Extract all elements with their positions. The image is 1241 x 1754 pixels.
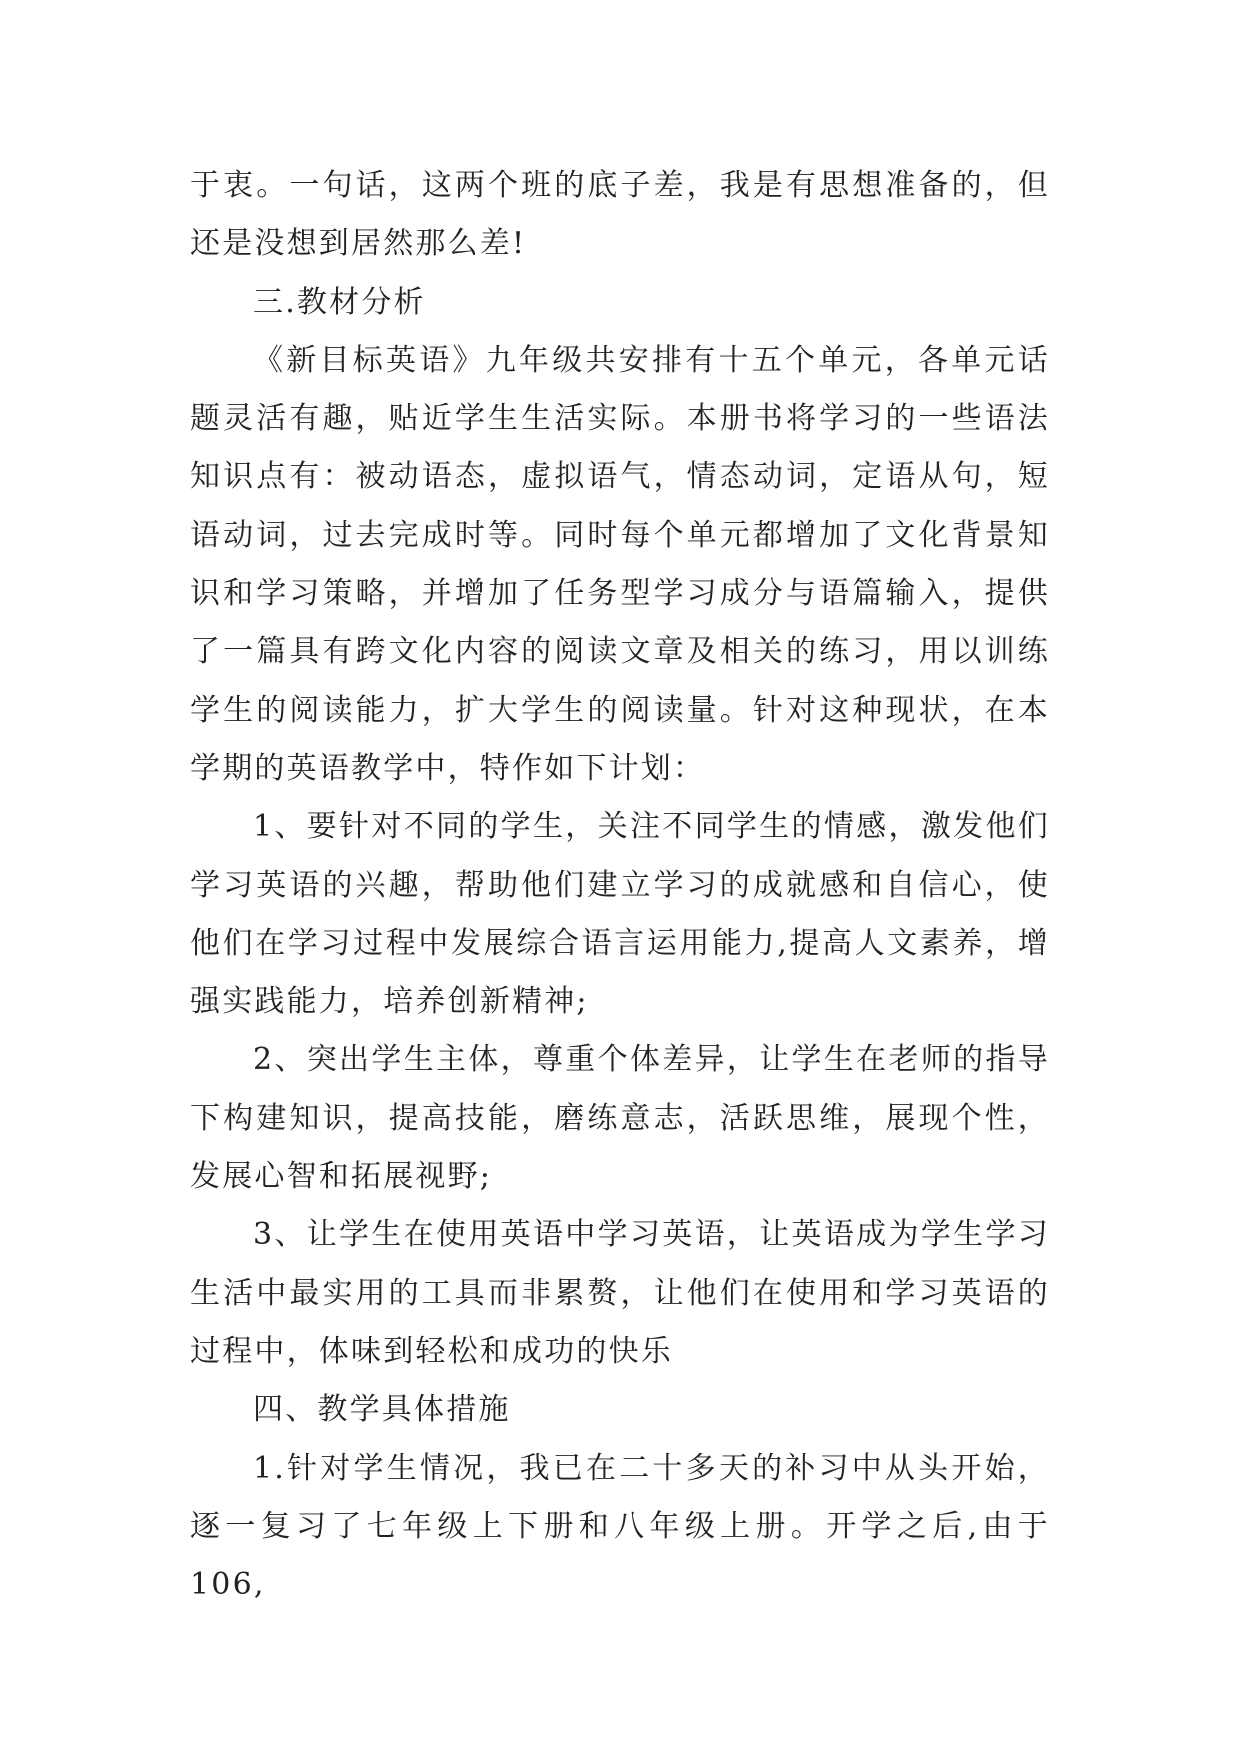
paragraph-textbook-overview: 《新目标英语》九年级共安排有十五个单元，各单元话题灵活有趣，贴近学生生活实际。本册书将学习的一些语法知识点有：被动语态，虚拟语气，情态动词，定语从句，短语动词，过去完成时等。同时每个单元都增加了文化背景知识和学习策略，并增加了任务型学习成分与语篇输入，提供了一篇具有跨文化内容的阅读文章及相关的练习，用以训练学生的阅读能力，扩大学生的阅读量。针对这种现状，在本学期的英语教学中，特作如下计划： xyxy=(190,342,1050,786)
paragraph-measure-item-1: 1.针对学生情况，我已在二十多天的补习中从头开始，逐一复习了七年级上下册和八年级上册。开学之后,由于106, xyxy=(190,1450,1050,1603)
paragraph-plan-item-1: 1、要针对不同的学生，关注不同学生的情感，激发他们学习英语的兴趣，帮助他们建立学习的成就感和自信心，使他们在学习过程中发展综合语言运用能力,提高人文素养，增强实践能力，培养创新精神; xyxy=(190,809,1050,1020)
paragraph-plan-item-3: 3、让学生在使用英语中学习英语，让英语成为学生学习生活中最实用的工具而非累赘，让他们在使用和学习英语的过程中，体味到轻松和成功的快乐 xyxy=(190,1217,1050,1369)
section-heading-textbook-analysis: 三.教材分析 xyxy=(253,284,426,320)
paragraph-continuation: 于衷。一句话，这两个班的底子差，我是有思想准备的，但还是没想到居然那么差! xyxy=(190,168,1050,262)
section-heading-teaching-measures: 四、教学具体措施 xyxy=(253,1392,511,1428)
document-body xyxy=(190,157,1050,1614)
paragraph-plan-item-2: 2、突出学生主体，尊重个体差异，让学生在老师的指导下构建知识，提高技能，磨练意志，活跃思维，展现个性，发展心智和拓展视野; xyxy=(190,1042,1050,1195)
